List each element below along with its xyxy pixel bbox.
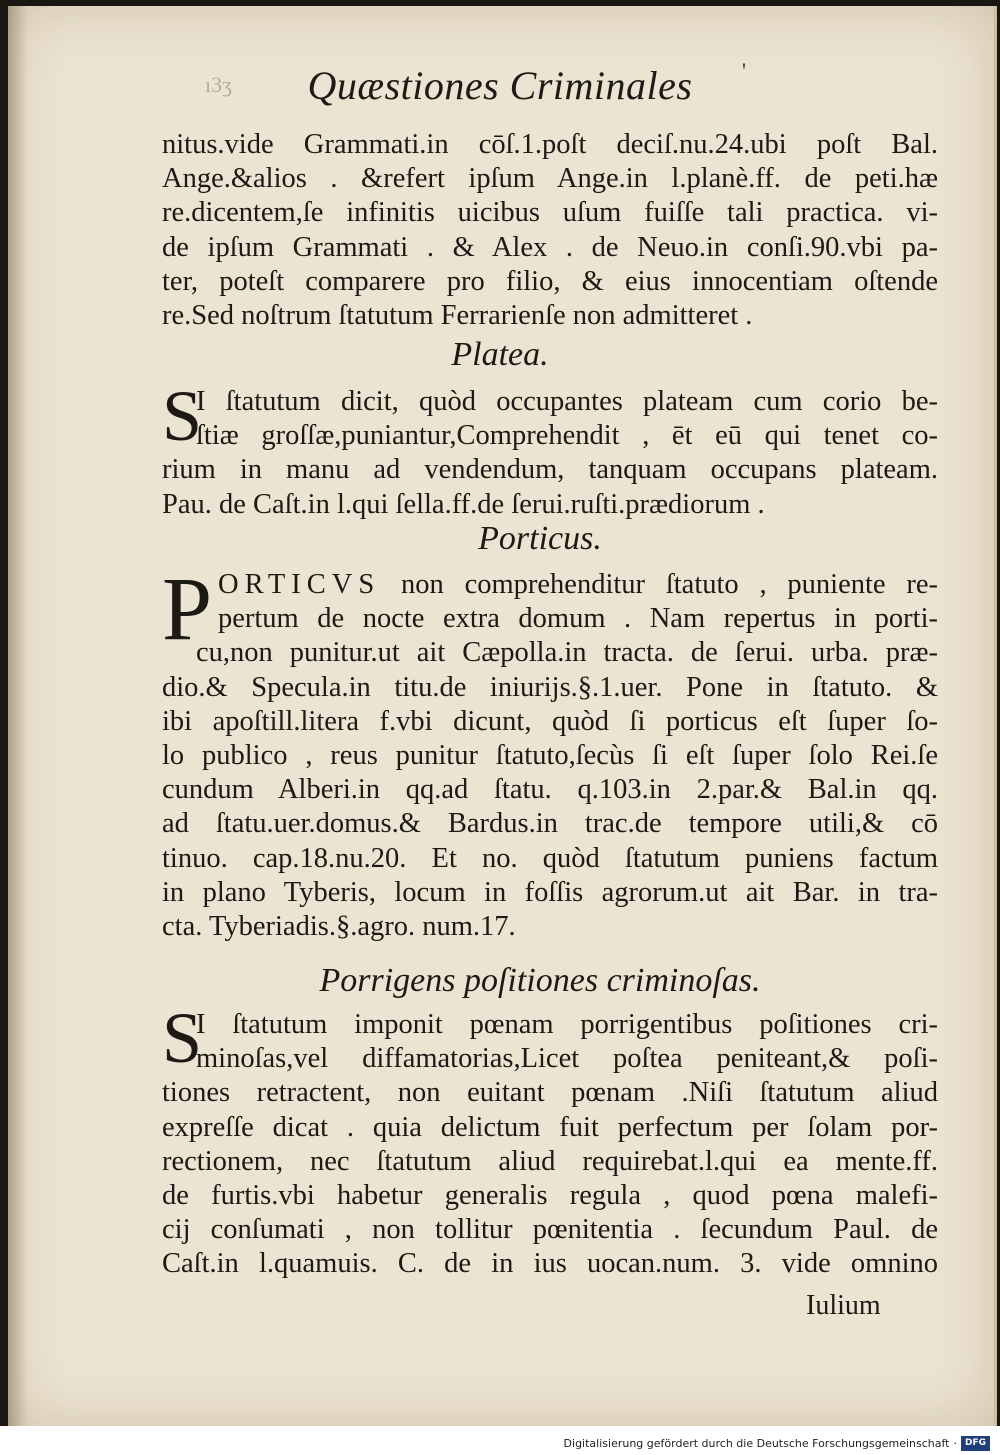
text-line: I ſtatutum imponit pœnam porrigentibus poſitiones cri- [196,1009,938,1040]
credit-separator: · [953,1437,957,1450]
paragraph-porticus [162,568,938,944]
text-line: ad ſtatu.uer.domus.& Bardus.in trac.de tempore utili,& cō [162,808,938,840]
text-line: rectionem, nec ſtatutum aliud requirebat.l.qui ea mente.ff. [162,1145,938,1177]
page-edge-shadow [8,6,28,1426]
catchword: Iulium [806,1290,881,1321]
text-line: ter, poteſt comparere pro filio, & eius innocentiam oſtende [162,265,938,297]
text-line: cundum Alberi.in qq.ad ſtatu. q.103.in 2.par.& Bal.in qq. [162,774,938,806]
text-line: rium in manu ad vendendum, tanquam occupans plateam. [162,454,938,486]
dropcap-s: S [162,998,203,1078]
dropcap-p: P [162,560,213,659]
footer-strip [0,1426,1000,1455]
dropcap-s: S [162,376,203,456]
text-line: cij conſumati , non tollitur pœnitentia . ſecundum Paul. de [162,1214,938,1246]
first-word: ORTICVS [218,569,381,600]
text-line: tinuo. cap.18.nu.20. Et no. quòd ſtatutum puniens factum [162,842,938,874]
section-heading-platea: Platea. [451,336,549,373]
text-line: dio.& Specula.in titu.de iniurijs.§.1.uer. Pone in ſtatuto. & [162,671,938,703]
text-line: re.dicentem,ſe infinitis uicibus uſum fuiſſe tali practica. vi- [162,197,938,229]
digitization-credit [564,1436,990,1451]
text-line: pertum de nocte extra domum . Nam repertus in porti- [218,603,938,635]
credit-text: Digitalisierung gefördert durch die Deutsche Forschungsgemeinschaft [563,1437,950,1450]
section-heading-porticus: Porticus. [478,520,602,557]
text-line: tiones retractent, non euitant pœnam .Niſi ſtatutum aliud [162,1077,938,1109]
text-line: Pau. de Caſt.in l.qui ſella.ff.de ſerui.ruſti.prædiorum . [162,488,765,520]
text-line: cu,non punitur.ut ait Cæpolla.in tracta. de ſerui. urba. præ- [196,637,938,669]
paragraph-porrigens [162,1008,938,1282]
text-line: minoſas,vel diffamatorias,Licet poſtea peniteant,& poſi- [196,1043,938,1075]
text-line: ORTICVS non comprehenditur ſtatuto , puniente re- [218,569,938,600]
running-header: Quæstiones Criminales [307,63,693,108]
text-line: nitus.vide Grammati.in cōſ.1.poſt deciſ.nu.24.ubi poſt Bal. [162,129,938,160]
paragraph-platea [162,385,938,522]
folio-mark: ı3ʒ [205,72,232,97]
section-heading-porrigens: Porrigens poſitiones criminoſas. [319,962,761,999]
paragraph-continuation [162,128,938,333]
text-line: re.Sed noſtrum ſtatutum Ferrarienſe non admitteret . [162,299,753,331]
text-line: ibi apoſtill.litera f.vbi dicunt, quòd ſi porticus eſt ſuper ſo- [162,705,938,737]
header-tick: ' [742,58,746,83]
text-line: ſtiæ groſſæ,puniantur,Comprehendit , ēt eū qui tenet co- [196,420,938,452]
dfg-logo-icon: DFG [961,1436,990,1451]
text-line: cta. Tyberiadis.§.agro. num.17. [162,910,516,942]
text-line: in plano Tyberis, locum in foſſis agrorum.ut ait Bar. in tra- [162,876,938,908]
text-line: I ſtatutum dicit, quòd occupantes plateam cum corio be- [196,386,938,417]
text-line: Caſt.in l.quamuis. C. de in ius uocan.num. 3. vide omnino [162,1248,938,1280]
text-line: lo publico , reus punitur ſtatuto,ſecùs ſi eſt ſuper ſolo Rei.ſe [162,739,938,771]
text-line: de ipſum Grammati . & Alex . de Neuo.in conſi.90.vbi pa- [162,231,938,263]
text-line: expreſſe dicat . quia delictum fuit perfectum per ſolam por- [162,1111,938,1143]
text-line: Ange.&alios . &refert ipſum Ange.in l.planè.ff. de peti.hæ [162,163,938,195]
text-line: de furtis.vbi habetur generalis regula , quod pœna malefi- [162,1179,938,1211]
